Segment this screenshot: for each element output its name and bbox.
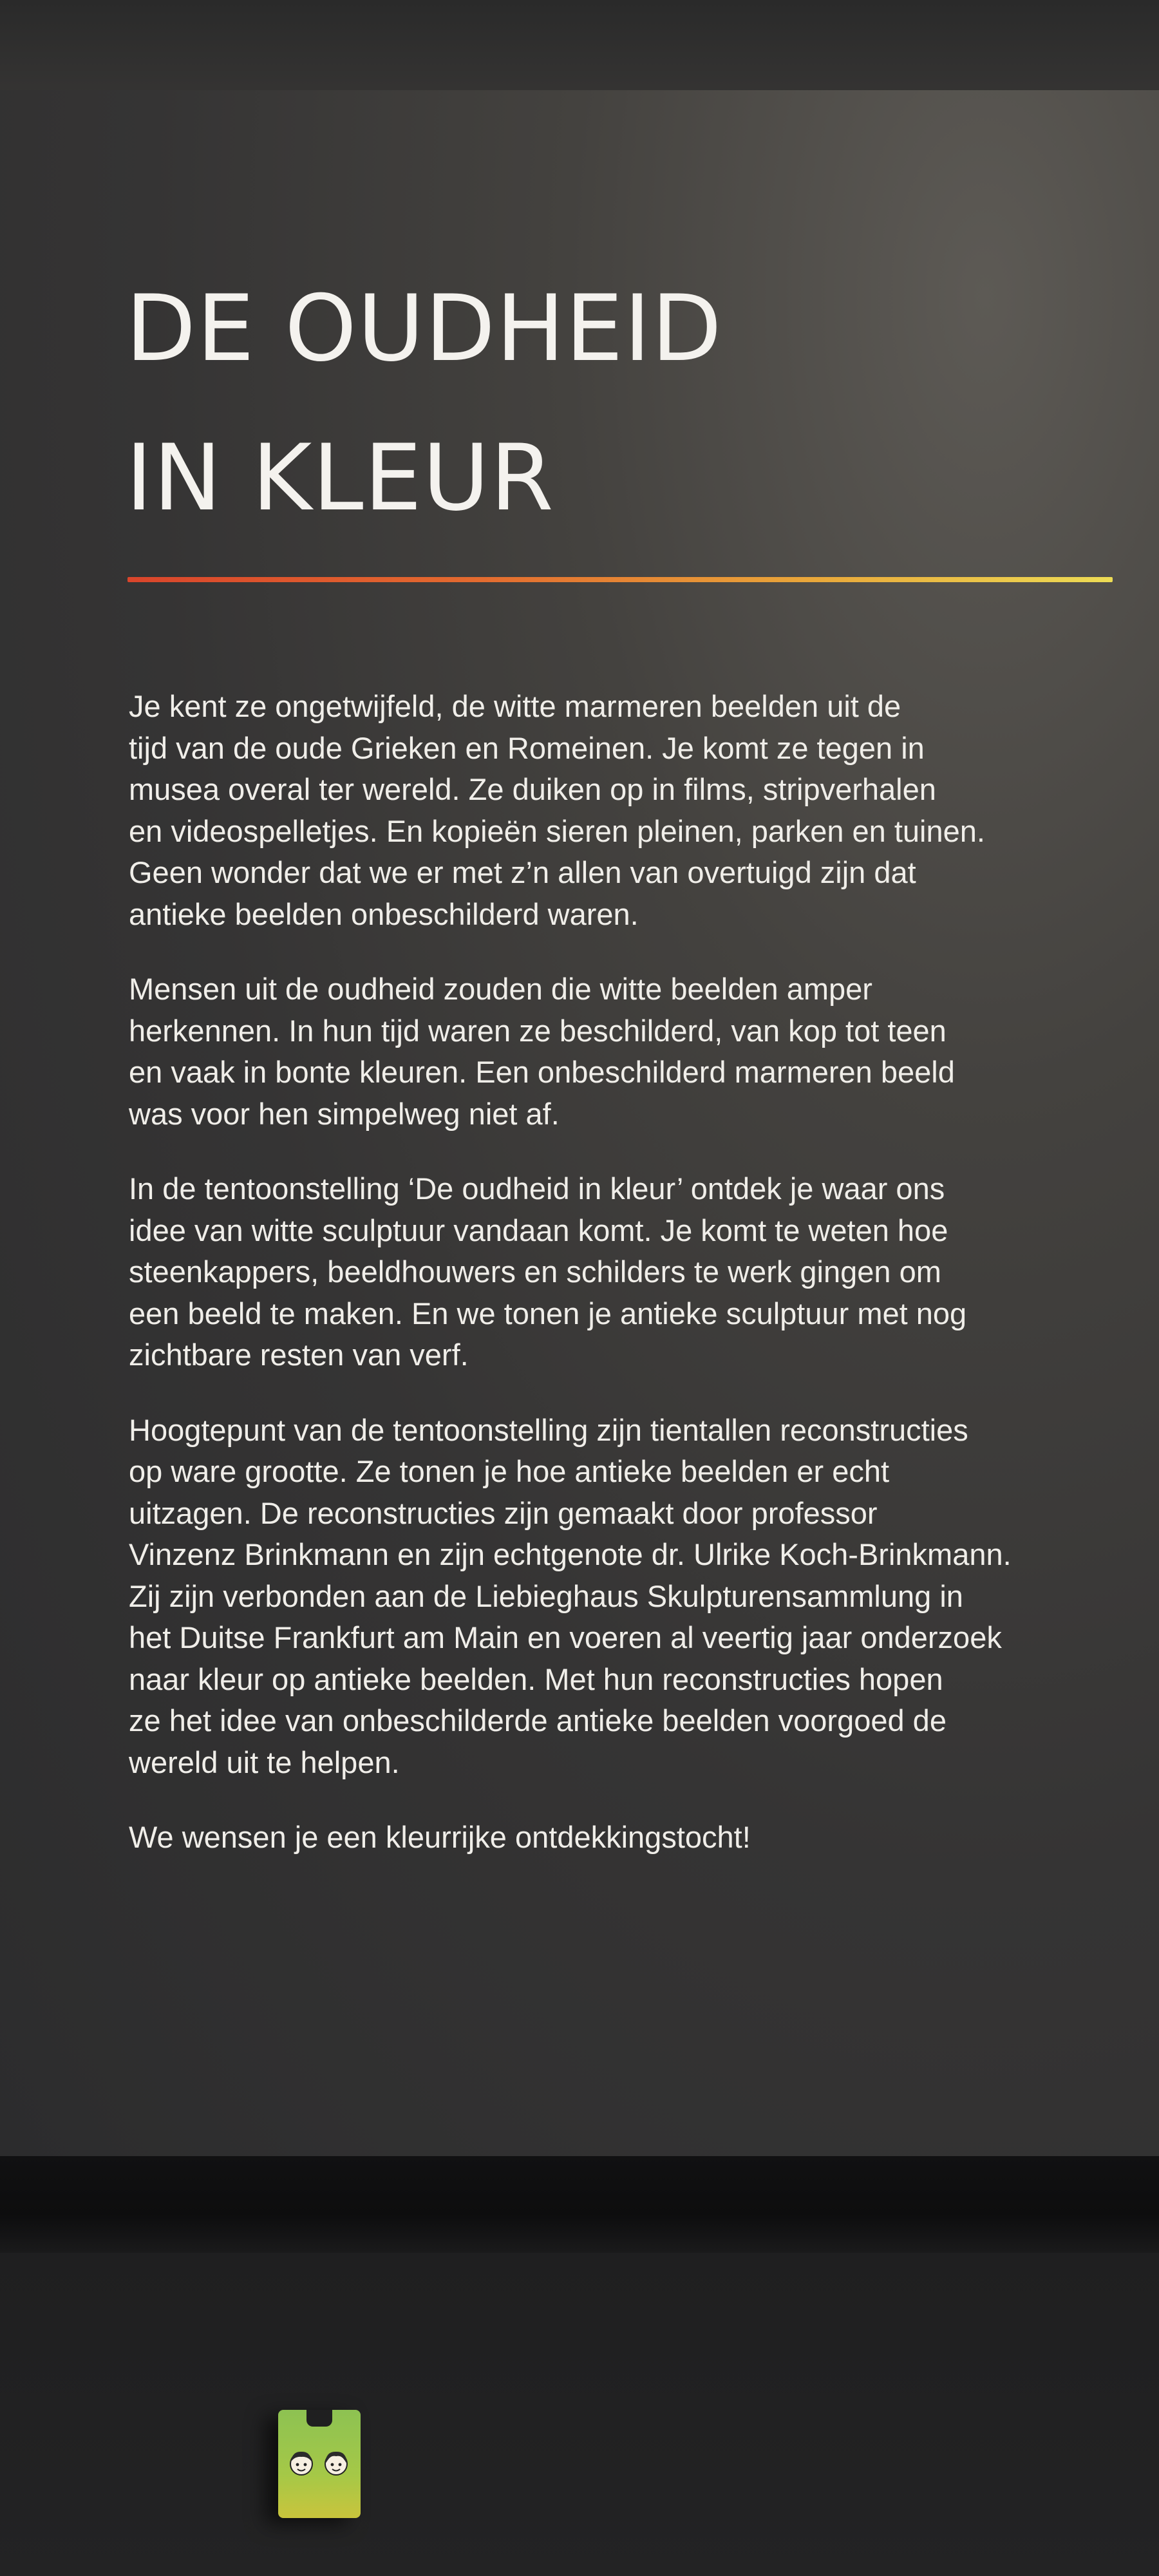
panel-body-text xyxy=(129,686,1107,1892)
paragraph-5 xyxy=(129,1817,1107,1859)
text-line: op ware grootte. Ze tonen je hoe antieke beelden er echt xyxy=(129,1454,890,1488)
child-face-icon xyxy=(322,2448,350,2477)
text-line: ze het idee van onbeschilderde antieke beelden voorgoed de xyxy=(129,1703,947,1738)
panel-title xyxy=(126,254,722,553)
text-line: Je kent ze ongetwijfeld, de witte marmeren beelden uit de xyxy=(129,689,901,723)
panel-bottom-edge xyxy=(0,2156,1159,2253)
text-line: uitzagen. De reconstructies zijn gemaakt door professor xyxy=(129,1495,878,1530)
title-line-1: DE OUDHEID xyxy=(126,276,722,382)
text-line: naar kleur op antieke beelden. Met hun reconstructies hopen xyxy=(129,1662,943,1696)
text-line: zichtbare resten van verf. xyxy=(129,1338,469,1372)
text-line: Vinzenz Brinkmann en zijn echtgenote dr. Ulrike Koch-Brinkmann. xyxy=(129,1537,1012,1571)
color-gradient-divider xyxy=(127,577,1113,582)
text-line: Geen wonder dat we er met z’n allen van overtuigd zijn dat xyxy=(129,855,916,889)
paragraph-4 xyxy=(129,1410,1107,1784)
child-face-icon xyxy=(287,2448,316,2477)
text-line: en videospelletjes. En kopieën sieren pleinen, parken en tuinen. xyxy=(129,813,985,848)
paragraph-1 xyxy=(129,686,1107,935)
text-line: antieke beelden onbeschilderd waren. xyxy=(129,896,639,931)
text-line: en vaak in bonte kleuren. Een onbeschilderd marmeren beeld xyxy=(129,1055,955,1089)
text-line: We wensen je een kleurrijke ontdekkingstocht! xyxy=(129,1820,751,1854)
text-line: een beeld te maken. En we tonen je antieke sculptuur met nog xyxy=(129,1296,967,1331)
paragraph-3 xyxy=(129,1168,1107,1376)
text-line: was voor hen simpelweg niet af. xyxy=(129,1096,560,1131)
text-line: wereld uit te helpen. xyxy=(129,1745,400,1779)
sign-notch xyxy=(306,2410,332,2427)
title-line-2: IN KLEUR xyxy=(126,425,554,531)
text-line: In de tentoonstelling ‘De oudheid in kleur’ ontdek je waar ons xyxy=(129,1171,945,1206)
text-line: idee van witte sculptuur vandaan komt. Je komt te weten hoe xyxy=(129,1213,948,1247)
text-line: steenkappers, beeldhouwers en schilders te werk gingen om xyxy=(129,1255,941,1289)
kids-route-sign xyxy=(278,2410,361,2518)
text-line: tijd van de oude Grieken en Romeinen. Je komt ze tegen in xyxy=(129,730,925,765)
floor xyxy=(0,2253,1159,2576)
text-line: Hoogtepunt van de tentoonstelling zijn tientallen reconstructies xyxy=(129,1412,968,1447)
text-line: herkennen. In hun tijd waren ze beschilderd, van kop tot teen xyxy=(129,1013,947,1048)
ceiling xyxy=(0,0,1159,97)
text-line: Zij zijn verbonden aan de Liebieghaus Skulpturensammlung in xyxy=(129,1578,963,1613)
text-line: het Duitse Frankfurt am Main en voeren al veertig jaar onderzoek xyxy=(129,1620,1002,1654)
text-line: musea overal ter wereld. Ze duiken op in films, stripverhalen xyxy=(129,772,936,806)
paragraph-2 xyxy=(129,969,1107,1135)
text-line: Mensen uit de oudheid zouden die witte beelden amper xyxy=(129,972,872,1006)
